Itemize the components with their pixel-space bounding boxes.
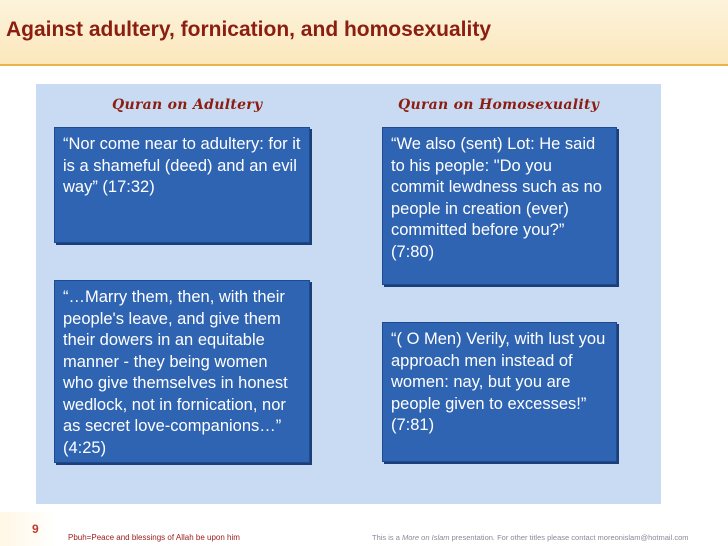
quote-box-adultery-1: “Nor come near to adultery: for it is a shameful (deed) and an evil way” (17:32) <box>54 127 310 243</box>
quote-box-homosexuality-2: “( O Men) Verily, with lust you approach men instead of women: nay, but you are people given to excesses!” (7:81) <box>382 322 617 462</box>
heading-adultery: Quran on Adultery <box>112 97 263 113</box>
heading-homosexuality: Quran on Homosexuality <box>398 97 600 113</box>
footer-credit-suffix: presentation. For other titles please contact moreonislam@hotmail.com <box>449 533 689 542</box>
slide-number: 9 <box>32 522 39 536</box>
slide-title: Against adultery, fornication, and homosexuality <box>6 18 492 41</box>
quote-box-homosexuality-1: “We also (sent) Lot: He said to his people: "Do you commit lewdness such as no people in creation (ever) committed before you?” (7:80) <box>382 127 617 285</box>
footer-credit-prefix: This is a <box>372 533 403 542</box>
title-divider <box>0 64 728 66</box>
title-bar <box>0 0 728 64</box>
slide-number-tab <box>0 512 56 546</box>
footer-credit-title: More on Islam <box>402 533 450 542</box>
footer-credit <box>372 533 689 542</box>
footer-note: Pbuh=Peace and blessings of Allah be upon him <box>68 533 240 542</box>
quote-box-adultery-2: “…Marry them, then, with their people's leave, and give them their dowers in an equitable manner - they being women who give themselves in honest wedlock, not in fornication, nor as secret love-companions…” (4:25) <box>54 280 310 463</box>
